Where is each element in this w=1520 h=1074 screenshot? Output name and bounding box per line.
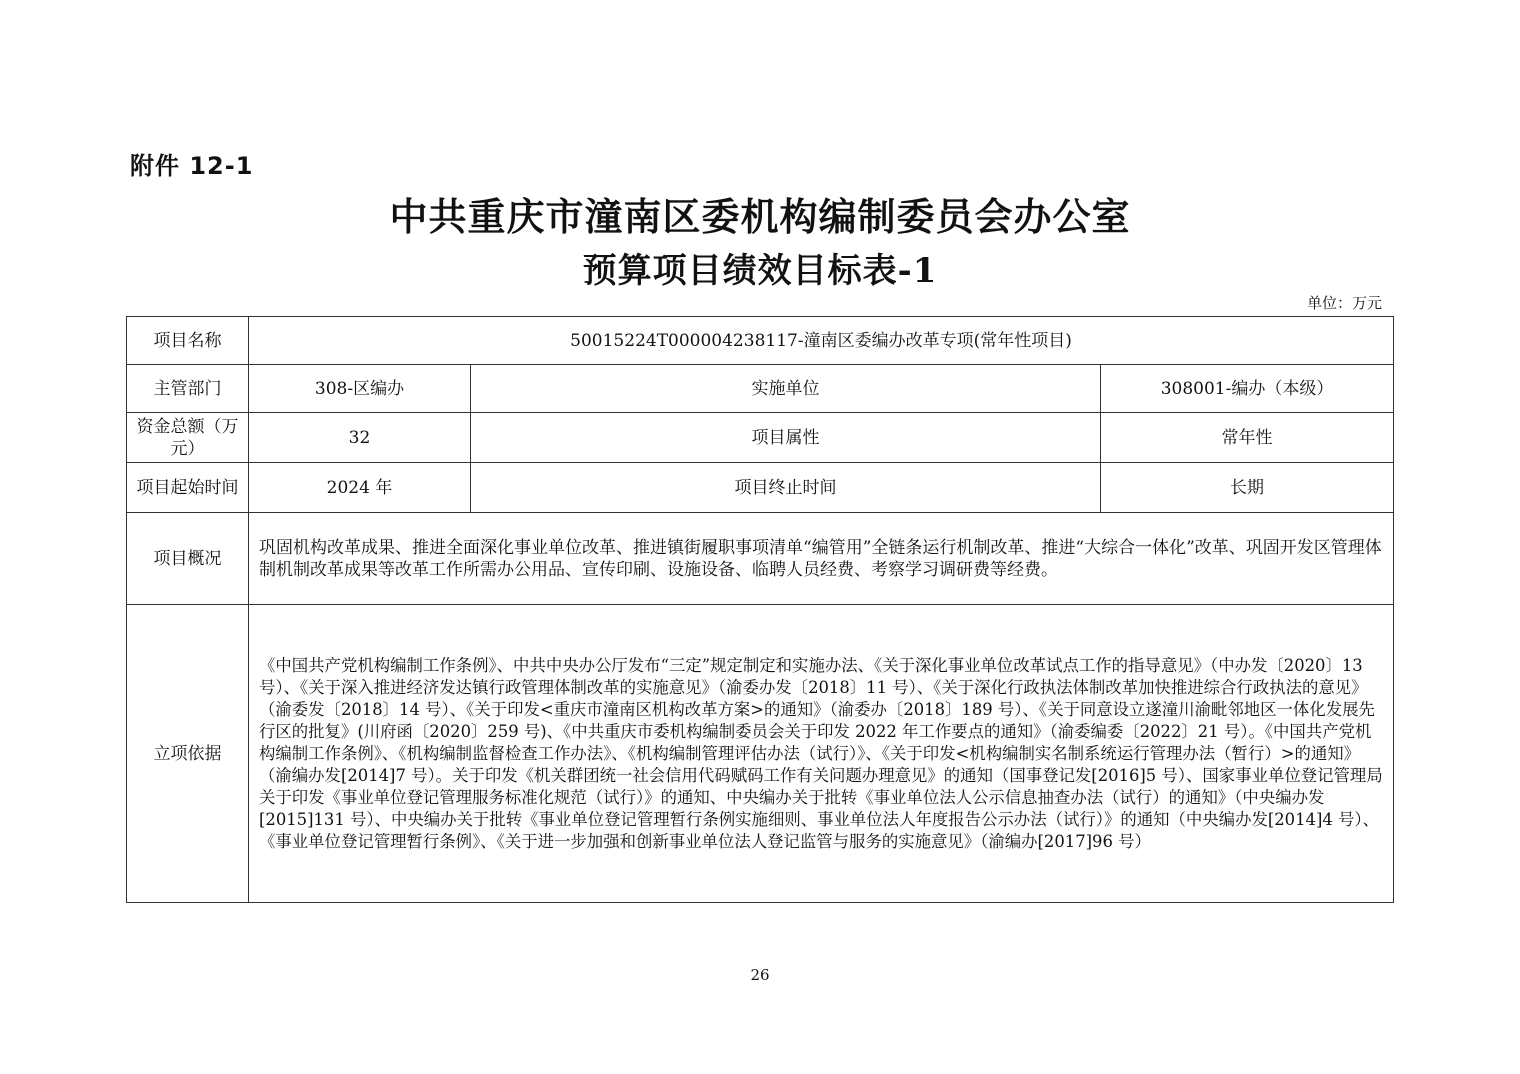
- start-label: 项目起始时间: [127, 463, 249, 513]
- start-value: 2024 年: [249, 463, 471, 513]
- table-row: [127, 317, 1394, 365]
- fund-value: 32: [249, 413, 471, 463]
- performance-table: [126, 316, 1394, 903]
- basis-label: 立项依据: [127, 605, 249, 903]
- overview-value: 巩固机构改革成果、推进全面深化事业单位改革、推进镇街履职事项清单“编管用”全链条运行机制改革、推进“大综合一体化”改革、巩固开发区管理体制机制改革成果等改革工作所需办公用品、宣传印刷、设施设备、临聘人员经费、考察学习调研费等经费。: [249, 513, 1394, 605]
- impl-value: 308001-编办（本级）: [1101, 365, 1394, 413]
- attr-value: 常年性: [1101, 413, 1394, 463]
- document-title: 中共重庆市潼南区委机构编制委员会办公室: [389, 194, 1131, 239]
- table-row: [127, 365, 1394, 413]
- table-row: [127, 463, 1394, 513]
- table-row: [127, 605, 1394, 903]
- dept-value: 308-区编办: [249, 365, 471, 413]
- table-row: [127, 513, 1394, 605]
- unit-label: 单位：万元: [1306, 294, 1382, 312]
- end-value: 长期: [1101, 463, 1394, 513]
- project-name-label: 项目名称: [127, 317, 249, 365]
- table-row: [127, 413, 1394, 463]
- fund-label: 资金总额（万元）: [127, 413, 249, 463]
- basis-value: 《中国共产党机构编制工作条例》、中共中央办公厅发布“三定”规定制定和实施办法、《关于深化事业单位改革试点工作的指导意见》（中办发〔2020〕13 号）、《关于深入推进经济发达镇行政管理体制改革的实施意见》（渝委办发〔2018〕11 号）、《关于深化行政执法体制改革加快推进综合行政执法的意见》（渝委发〔2018〕14 号）、《关于印发<重庆市潼南区机构改革方案>的通知》（渝委办〔2018〕189 号）、《关于同意设立遂潼川渝毗邻地区一体化发展先行区的批复》(川府函〔2020〕259 号)、《中共重庆市委机构编制委员会关于印发 2022 年工作要点的通知》（渝委编委〔2022〕21 号）。《中国共产党机构编制工作条例》、《机构编制监督检查工作办法》、《机构编制管理评估办法（试行）》、《关于印发<机构编制实名制系统运行管理办法（暂行）>的通知》（渝编办发[2014]7 号）。关于印发《机关群团统一社会信用代码赋码工作有关问题办理意见》的通知（国事登记发[2016]5 号）、国家事业单位登记管理局关于印发《事业单位登记管理服务标准化规范（试行）》的通知、中央编办关于批转《事业单位法人公示信息抽查办法（试行）的通知》（中央编办发[2015]131 号）、中央编办关于批转《事业单位登记管理暂行条例实施细则、事业单位法人年度报告公示办法（试行）》的通知（中央编办发[2014]4 号）、《事业单位登记管理暂行条例》、《关于进一步加强和创新事业单位法人登记监管与服务的实施意见》（渝编办[2017]96 号）: [249, 605, 1394, 903]
- end-label: 项目终止时间: [471, 463, 1101, 513]
- overview-label: 项目概况: [127, 513, 249, 605]
- document-subtitle: 预算项目绩效目标表-1: [582, 251, 938, 291]
- attr-label: 项目属性: [471, 413, 1101, 463]
- dept-label: 主管部门: [127, 365, 249, 413]
- attachment-label: 附件 12-1: [130, 152, 254, 180]
- page-number: 26: [750, 966, 770, 984]
- impl-label: 实施单位: [471, 365, 1101, 413]
- project-name-value: 50015224T000004238117-潼南区委编办改革专项(常年性项目): [249, 317, 1394, 365]
